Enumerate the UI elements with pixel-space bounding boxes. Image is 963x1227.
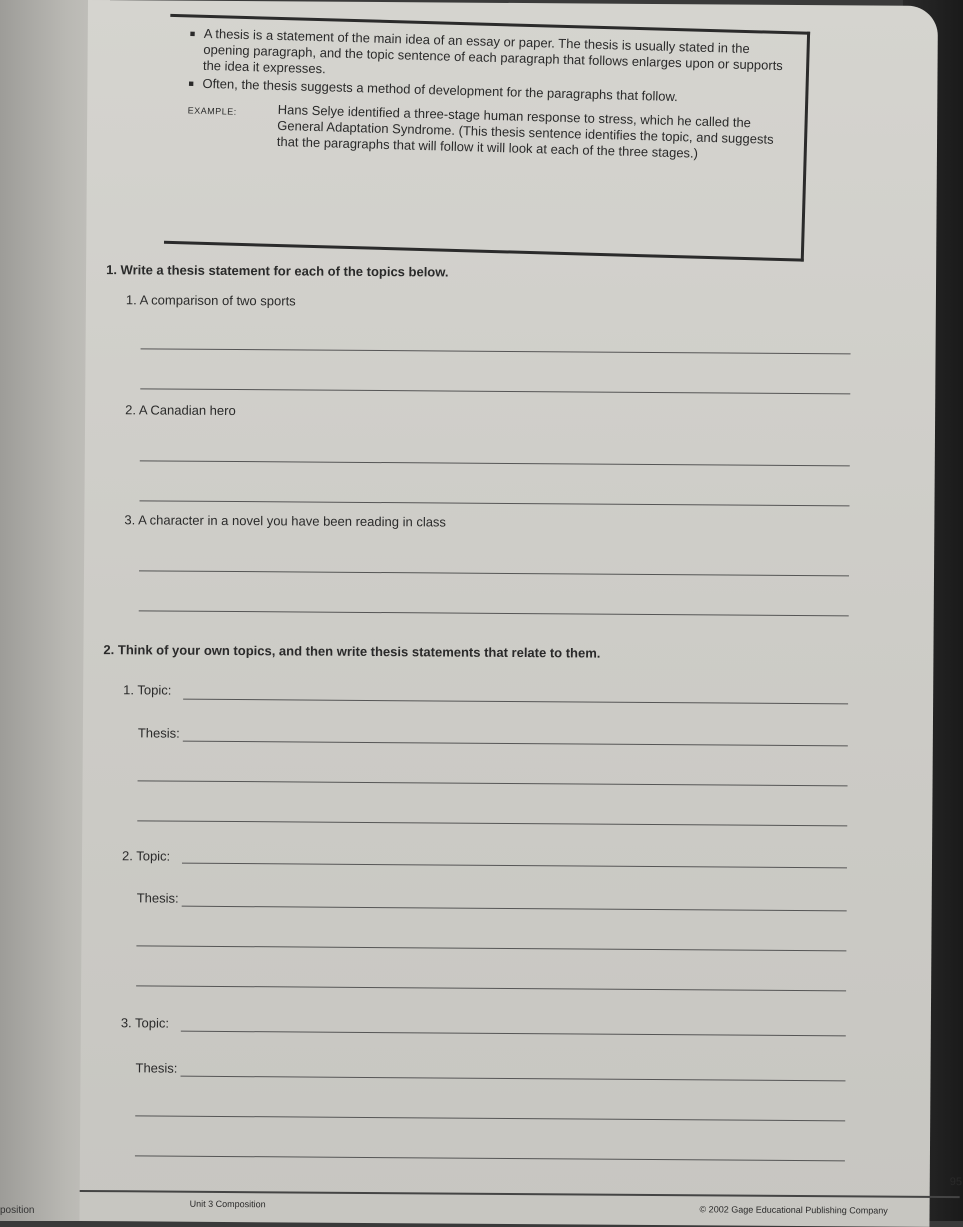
info-bullet-2: ■ Often, the thesis suggests a method of development for the paragraphs that follow. — [188, 75, 789, 108]
footer-unit: Unit 3 Composition — [189, 1198, 266, 1210]
answer-line[interactable] — [139, 570, 849, 576]
example-block — [187, 99, 789, 164]
topic-line[interactable] — [182, 863, 847, 869]
section-b-topic-2: 2. Topic: — [121, 848, 171, 864]
answer-line[interactable] — [136, 945, 846, 951]
thesis-info-box — [164, 14, 810, 262]
answer-line[interactable] — [135, 1115, 845, 1121]
example-label: EXAMPLE: — [187, 105, 237, 117]
answer-line[interactable] — [140, 500, 850, 506]
answer-line[interactable] — [136, 985, 846, 991]
answer-line[interactable] — [139, 610, 849, 616]
section-b-topic-1: 1. Topic: — [123, 682, 172, 698]
answer-line[interactable] — [135, 1155, 845, 1161]
section-b-thesis-1: Thesis: — [137, 725, 180, 741]
footer-copyright: © 2002 Gage Educational Publishing Company — [699, 1204, 888, 1216]
answer-line[interactable] — [140, 460, 850, 466]
section-b-thesis-2: Thesis: — [136, 890, 179, 906]
section-b-title: 2. Think of your own topics, and then write thesis statements that relate to them. — [103, 642, 601, 661]
info-bullet-1: ■ A thesis is a statement of the main idea of an essay or paper. The thesis is usually stated in the opening paragraph, and the topic sentence of each paragraph that follows enlarges upon or supports the idea it expresses. — [189, 25, 791, 90]
footer-rule — [80, 1190, 960, 1198]
thesis-line[interactable] — [183, 741, 848, 747]
answer-line[interactable] — [140, 388, 850, 394]
example-text: Hans Selye identified a three-stage human response to stress, which he called the General Adaptation Syndrome. (This thesis sentence identifies the topic, and suggests that the paragraphs that will follow it will look at each of the three stages.) — [276, 101, 774, 161]
topic-line[interactable] — [183, 699, 848, 705]
topic-line[interactable] — [181, 1031, 846, 1037]
answer-line[interactable] — [137, 820, 847, 826]
section-a-title: 1. Write a thesis statement for each of the topics below. — [106, 262, 449, 280]
section-a-item-2: 2. A Canadian hero — [125, 402, 236, 419]
thesis-line[interactable] — [182, 906, 847, 912]
edge-text: position — [0, 1205, 35, 1216]
section-a-item-3: 3. A character in a novel you have been reading in class — [124, 512, 447, 530]
thesis-line[interactable] — [180, 1076, 845, 1082]
section-b-thesis-3: Thesis: — [135, 1060, 178, 1076]
worksheet-page — [79, 0, 963, 1227]
answer-line[interactable] — [141, 348, 851, 354]
section-b-topic-3: 3. Topic: — [120, 1015, 170, 1031]
answer-line[interactable] — [138, 780, 848, 786]
section-a-item-1: 1. A comparison of two sports — [125, 292, 296, 309]
page-number: 95 — [949, 1176, 963, 1189]
